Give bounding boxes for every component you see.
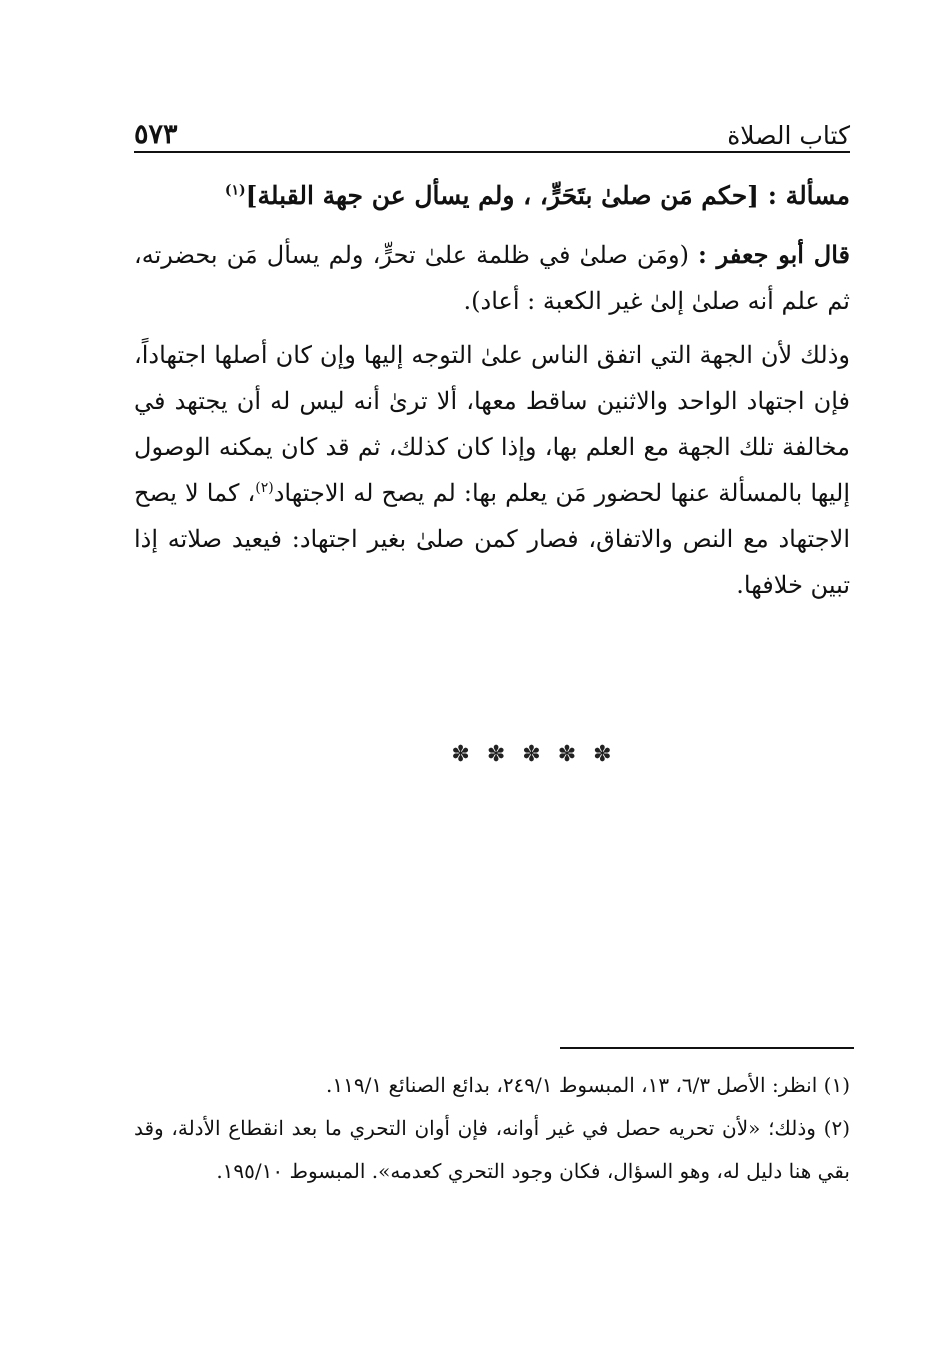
speaker-label: قال أبو جعفر : [698,240,850,269]
footnote-1: (١) انظر: الأصل ٦/٣، ١٣، المبسوط ٢٤٩/١، بدائع الصنائع ١١٩/١. [326,1073,850,1097]
footnote-ref-2[interactable]: (٢) [255,480,274,496]
running-header [134,108,850,150]
footnote-ref-1[interactable]: (١) [224,182,246,199]
footnotes [134,1064,850,1193]
section-heading [134,170,850,222]
page-number: ٥٧٣ [134,119,178,150]
commentary-text-before: وذلك لأن الجهة التي اتفق الناس علىٰ التوجه إليها وإن كان أصلها اجتهاداً، فإن اجتهاد الواحد والاثنين ساقط معها، ألا ترىٰ أنه ليس له أن يجتهد في مخالفة تلك الجهة مع العلم بها، وإذا كان كذلك، ثم قد كان يمكنه الوصول إليها بالمسألة عنها لحضور مَن يعلم بها: لم يصح له الاجتهاد [134,341,850,507]
section-label: مسألة : [767,181,850,210]
section-title: [حكم مَن صلىٰ بتَحَرٍّ، ، ولم يسأل عن جهة القبلة] [245,181,760,210]
header-rule [134,151,850,153]
paragraph-quote [134,232,850,324]
quote-text: (ومَن صلىٰ في ظلمة علىٰ تحرٍّ، ولم يسأل مَن بحضرته، ثم علم أنه صلىٰ إلىٰ غير الكعبة : أعاد). [134,241,850,315]
book-title: كتاب الصلاة [727,121,850,150]
commentary-text-after: ، كما لا يصح الاجتهاد مع النص والاتفاق، فصار كمن صلىٰ بغير اجتهاد: فيعيد صلاته إذا تبين خلافها. [134,479,850,599]
footnote-2: (٢) وذلك؛ «لأن تحريه حصل في غير أوانه، فإن أوان التحري ما بعد انقطاع الأدلة، وقد بقي هنا دليل له، وهو السؤال، فكان وجود التحري كعدمه». المبسوط ١٩٥/١٠. [134,1116,850,1183]
paragraph-commentary [134,332,850,608]
footnote-rule [560,1047,854,1049]
section-separator: ✽ ✽ ✽ ✽ ✽ [451,742,617,767]
